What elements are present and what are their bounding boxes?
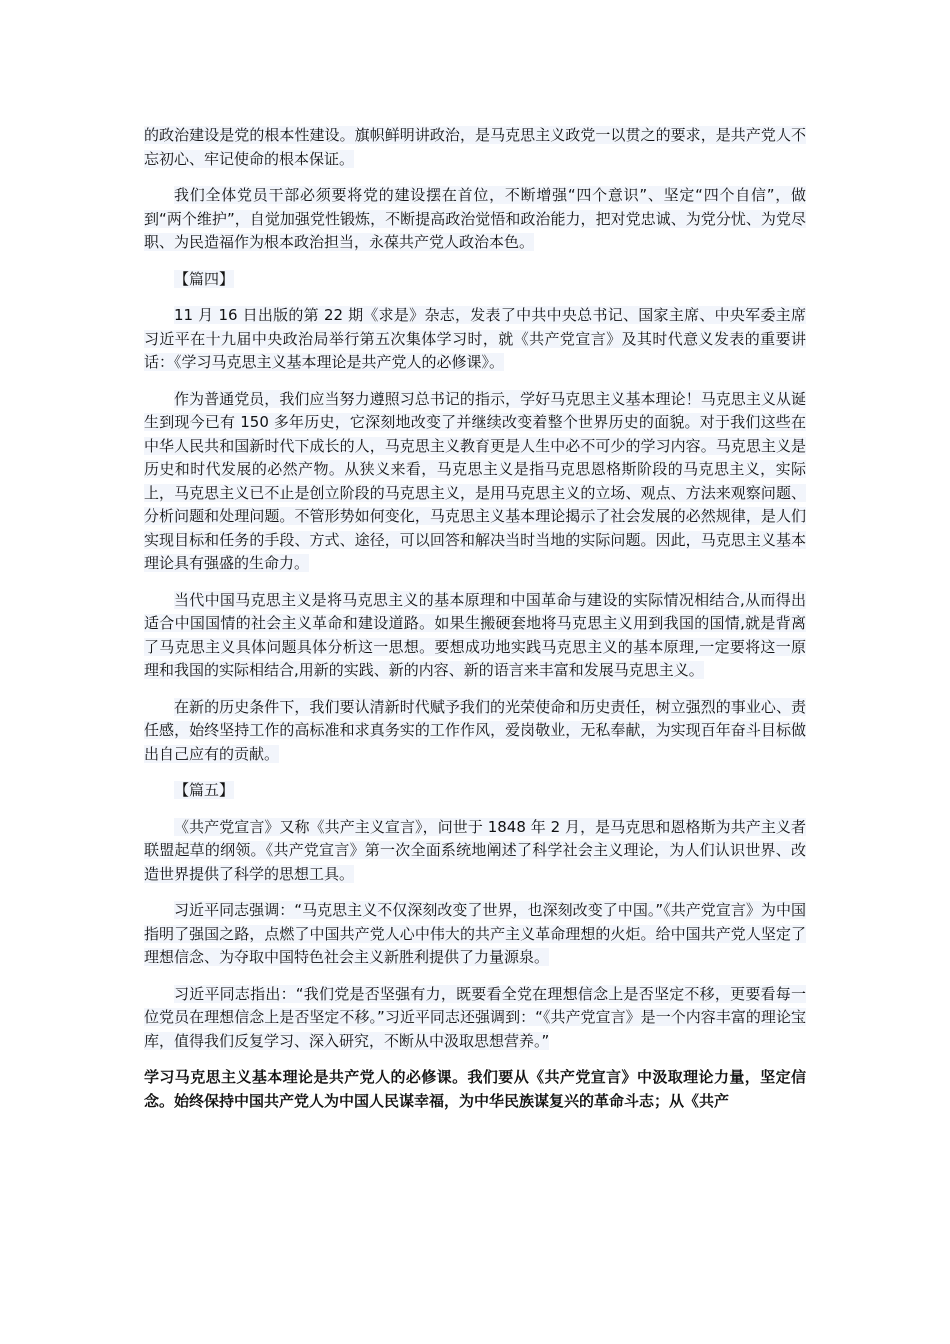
paragraph xyxy=(144,304,806,375)
bold-paragraph-text: 学习马克思主义基本理论是共产党人的必修课。我们要从《共产党宣言》中汲取理论力量，坚定信念。始终保持中国共产党人为中国人民谋幸福，为中华民族谋复兴的革命斗志；从《共产 xyxy=(144,1068,806,1110)
bold-paragraph xyxy=(144,1066,806,1113)
paragraph xyxy=(144,899,806,970)
paragraph-text: 当代中国马克思主义是将马克思主义的基本原理和中国革命与建设的实际情况相结合,从而得出适合中国国情的社会主义革命和建设道路。如果生搬硬套地将马克思主义用到我国的国情,就是背离了马克思主义具体问题具体分析这一思想。要想成功地实践马克思主义的基本原理,一定要将这一原理和我国的实际相结合,用新的实践、新的内容、新的语言来丰富和发展马克思主义。 xyxy=(144,590,806,679)
paragraph-text: 《共产党宣言》又称《共产主义宣言》，问世于 1848 年 2 月，是马克思和恩格斯为共产主义者联盟起草的纲领。《共产党宣言》第一次全面系统地阐述了科学社会主义理论，为人们认识世界、改造世界提供了科学的思想工具。 xyxy=(144,817,806,883)
section-heading-text: 【篇五】 xyxy=(174,781,235,799)
paragraph-text: 我们全体党员干部必须要将党的建设摆在首位，不断增强“四个意识”、坚定“四个自信”，做到“两个维护”，自觉加强党性锻炼，不断提高政治觉悟和政治能力，把对党忠诚、为党分忧、为党尽职、为民造福作为根本政治担当，永葆共产党人政治本色。 xyxy=(144,186,806,251)
section-heading xyxy=(144,268,806,292)
paragraph-text: 的政治建设是党的根本性建设。旗帜鲜明讲政治，是马克思主义政党一以贯之的要求，是共产党人不忘初心、牢记使命的根本保证。 xyxy=(144,126,806,168)
section-heading xyxy=(144,779,806,803)
paragraph xyxy=(144,388,806,576)
paragraph-text: 习近平同志指出：“我们党是否坚强有力，既要看全党在理想信念上是否坚定不移，更要看每一位党员在理想信念上是否坚定不移。”习近平同志还强调到：“《共产党宣言》是一个内容丰富的理论宝库，值得我们反复学习、深入研究，不断从中汲取思想营养。” xyxy=(144,984,806,1050)
paragraph xyxy=(144,124,806,171)
document-body xyxy=(144,124,806,1126)
paragraph xyxy=(144,184,806,255)
section-heading-text: 【篇四】 xyxy=(174,269,235,288)
paragraph xyxy=(144,696,806,767)
paragraph xyxy=(144,983,806,1054)
paragraph-text: 习近平同志强调：“马克思主义不仅深刻改变了世界，也深刻改变了中国。”《共产党宣言》为中国指明了强国之路，点燃了中国共产党人心中伟大的共产主义革命理想的火炬。给中国共产党人坚定了理想信念、为夺取中国特色社会主义新胜利提供了力量源泉。 xyxy=(144,901,806,966)
paragraph xyxy=(144,589,806,683)
paragraph-text: 在新的历史条件下，我们要认清新时代赋予我们的光荣使命和历史责任，树立强烈的事业心、责任感，始终坚持工作的高标准和求真务实的工作作风，爱岗敬业，无私奉献，为实现百年奋斗目标做出自己应有的贡献。 xyxy=(144,697,806,763)
paragraph xyxy=(144,816,806,887)
paragraph-text: 作为普通党员，我们应当努力遵照习总书记的指示，学好马克思主义基本理论！马克思主义从诞生到现今已有 150 多年历史，它深刻地改变了并继续改变着整个世界历史的面貌。对于我们这些在中华人民共和国新时代下成长的人，马克思主义教育更是人生中必不可少的学习内容。马克思主义是历史和时代发展的必然产物。从狭义来看，马克思主义是指马克思恩格斯阶段的马克思主义，实际上，马克思主义已不止是创立阶段的马克思主义，是用马克思主义的立场、观点、方法来观察问题、分析问题和处理问题。不管形势如何变化，马克思主义基本理论揭示了社会发展的必然规律，是人们实现目标和任务的手段、方式、途径，可以回答和解决当时当地的实际问题。因此，马克思主义基本理论具有强盛的生命力。 xyxy=(144,389,806,572)
paragraph-text: 11 月 16 日出版的第 22 期《求是》杂志，发表了中共中央总书记、国家主席、中央军委主席习近平在十九届中央政治局举行第五次集体学习时，就《共产党宣言》及其时代意义发表的重要讲话：《学习马克思主义基本理论是共产党人的必修课》。 xyxy=(144,306,806,371)
